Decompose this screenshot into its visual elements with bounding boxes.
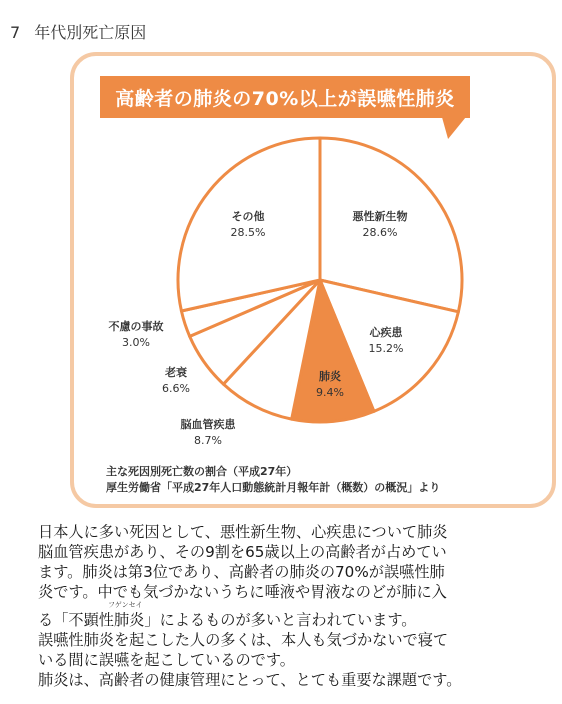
body-line: 日本人に多い死因として、悪性新生物、心疾患について肺炎 — [38, 523, 448, 541]
slice-label: 老衰 — [165, 366, 187, 379]
slice-value-label: 6.6% — [162, 382, 190, 395]
slice-label: 不慮の事故 — [108, 320, 164, 333]
pie-slice-6 — [178, 138, 320, 311]
slice-value-label: 8.7% — [194, 434, 222, 447]
slice-label: その他 — [231, 210, 265, 223]
banner-text: 高齢者の肺炎の70%以上が誤嚥性肺炎 — [115, 87, 455, 110]
slice-label: 肺炎 — [319, 370, 341, 383]
body-line: 誤嚥性肺炎を起こした人の多くは、本人も気づかないで寝て — [38, 631, 449, 649]
body-line-ruby — [38, 601, 558, 630]
body-line: ます。肺炎は第3位であり、高齢者の肺炎の70%が誤嚥性肺 — [38, 563, 445, 581]
body-line: 肺炎は、高齢者の健康管理にとって、とても重要な課題です。 — [38, 671, 462, 689]
slice-label: 心疾患 — [369, 326, 403, 339]
slice-label: 脳血管疾患 — [180, 418, 236, 431]
ruby-annotation: フゲンセイ — [108, 601, 143, 609]
body-line: 炎です。中でも気づかないうちに唾液や胃液なのどが肺に入 — [38, 583, 447, 601]
body-line: 脳血管疾患があり、その9割を65歳以上の高齢者が占めてい — [38, 543, 447, 561]
slice-value-label: 15.2% — [368, 342, 404, 355]
body-text — [38, 522, 558, 690]
slice-value-label: 28.5% — [230, 226, 266, 239]
body-line: いる間に誤嚥を起こしているのです。 — [38, 651, 295, 669]
section-heading: 年代別死亡原因 — [34, 23, 147, 42]
ruby-line-text: る「不顕性肺炎」によるものが多いと言われています。 — [38, 611, 417, 629]
slice-value-label: 9.4% — [316, 386, 344, 399]
section-number: 7 — [10, 23, 21, 42]
source-line-2: 厚生労働省「平成27年人口動態統計月報年計（概数）の概況」より — [106, 481, 441, 494]
slice-label: 悪性新生物 — [352, 210, 408, 223]
source-line-1: 主な死因別死亡数の割合（平成27年） — [106, 465, 298, 478]
slice-value-label: 28.6% — [362, 226, 398, 239]
slice-value-label: 3.0% — [122, 336, 150, 349]
chart-source — [106, 464, 440, 496]
